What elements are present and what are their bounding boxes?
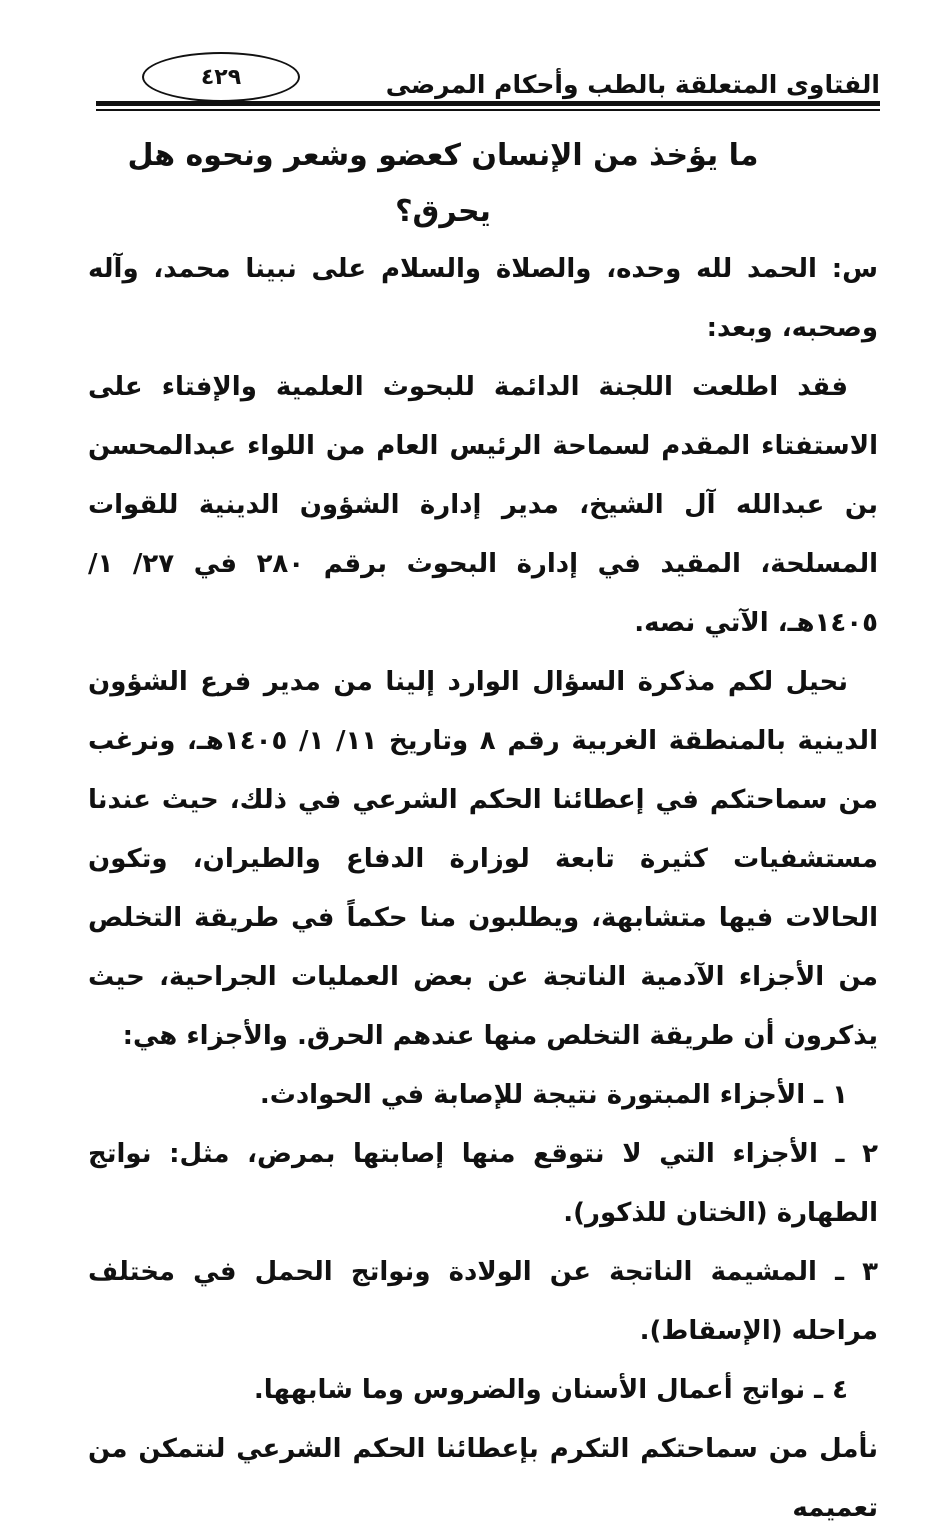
header-rule-thick: [96, 101, 880, 106]
paragraph-committee-review: فقد اطلعت اللجنة الدائمة للبحوث العلمية والإفتاء على الاستفتاء المقدم لسماحة الرئيس العام من اللواء عبدالمحسن بن عبدالله آل الشيخ، مدير إدارة الشؤون الدينية للقوات المسلحة، المقيد في إدارة البحوث برقم ٢٨٠ في ٢٧/ ١/ ١٤٠٥هـ، الآتي نصه.: [88, 372, 878, 638]
list-item: ٢ ـ الأجزاء التي لا نتوقع منها إصابتها بمرض، مثل: نواتج الطهارة (الختان للذكور).: [88, 1139, 878, 1228]
header-rule-thin: [96, 109, 880, 111]
running-title: الفتاوى المتعلقة بالطب وأحكام المرضى: [385, 70, 880, 99]
list-item: ١ ـ الأجزاء المبتورة نتيجة للإصابة في الحوادث.: [259, 1080, 848, 1110]
page-body: [88, 128, 878, 1538]
paragraph-request: نحيل لكم مذكرة السؤال الوارد إلينا من مدير فرع الشؤون الدينية بالمنطقة الغربية رقم ٨ وتاريخ ١١/ ١/ ١٤٠٥هـ، ونرغب من سماحتكم في إعطائنا الحكم الشرعي في ذلك، حيث عندنا مستشفيات كثيرة تابعة لوزارة الدفاع والطيران، وتكون الحالات فيها متشابهة، ويطلبون منا حكماً في طريقة التخلص من الأجزاء الآدمية الناتجة عن بعض العمليات الجراحية، حيث يذكرون أن طريقة التخلص منها عندهم الحرق. والأجزاء هي:: [88, 667, 878, 1051]
question-title: ما يؤخذ من الإنسان كعضو وشعر ونحوه هل يحرق؟: [127, 138, 759, 229]
list-item: ٣ ـ المشيمة الناتجة عن الولادة ونواتج الحمل في مختلف مراحله (الإسقاط).: [88, 1257, 878, 1346]
page-number: ٤٢٩: [142, 52, 300, 102]
paragraph-question-opening: س: الحمد لله وحده، والصلاة والسلام على نبينا محمد، وآله وصحبه، وبعد:: [88, 254, 878, 343]
list-item: ٤ ـ نواتج أعمال الأسنان والضروس وما شابهها.: [253, 1375, 848, 1405]
paragraph-closing: نأمل من سماحتكم التكرم بإعطائنا الحكم الشرعي لنتمكن من تعميمه: [88, 1434, 878, 1523]
